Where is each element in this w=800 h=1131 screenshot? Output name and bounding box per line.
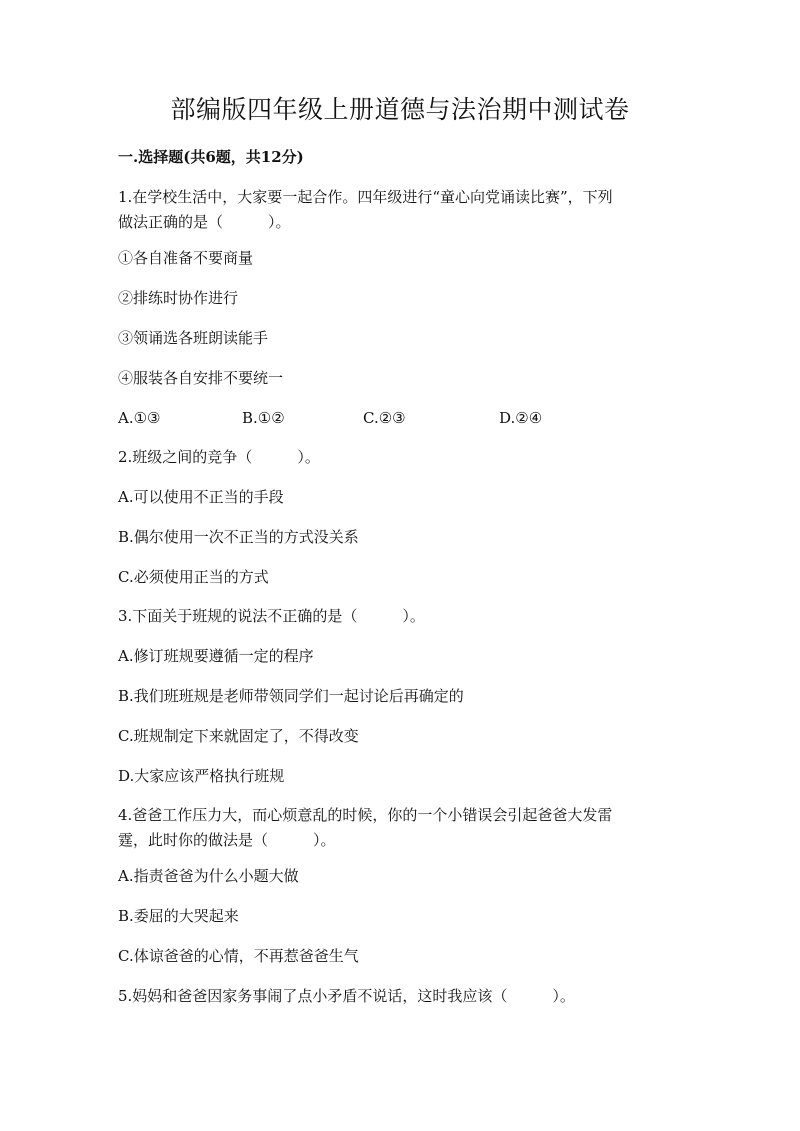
question-1-option-c: C.②③	[363, 409, 406, 427]
question-4-option-a: A.指责爸爸为什么小题大做	[118, 867, 299, 885]
question-4-option-b: B.委屈的大哭起来	[118, 907, 239, 925]
question-1-option-b: B.①②	[242, 409, 285, 427]
question-4-option-c: C.体谅爸爸的心情，不再惹爸爸生气	[118, 947, 359, 965]
question-4-stem-line-1: 4.爸爸工作压力大，而心烦意乱的时候，你的一个小错误会引起爸爸大发雷	[118, 806, 613, 824]
question-3-option-d: D.大家应该严格执行班规	[118, 767, 285, 785]
question-5-stem: 5.妈妈和爸爸因家务事闹了点小矛盾不说话，这时我应该（ ）。	[118, 987, 575, 1005]
question-4-stem-line-2: 霆，此时你的做法是（ ）。	[118, 831, 336, 849]
question-1-item-4: ④服装各自安排不要统一	[118, 369, 284, 387]
question-2-option-b: B.偶尔使用一次不正当的方式没关系	[118, 528, 359, 546]
question-3-stem: 3.下面关于班规的说法不正确的是（ ）。	[118, 607, 425, 625]
question-3-option-c: C.班规制定下来就固定了，不得改变	[118, 727, 359, 745]
question-1-option-a: A.①③	[118, 409, 161, 427]
question-1-stem-line-1: 1.在学校生活中，大家要一起合作。四年级进行“童心向党诵读比赛”，下列	[118, 188, 613, 206]
question-1-item-2: ②排练时协作进行	[118, 289, 239, 307]
question-1-stem-line-2: 做法正确的是（ ）。	[118, 213, 291, 231]
question-1-item-3: ③领诵选各班朗读能手	[118, 329, 269, 347]
page-title: 部编版四年级上册道德与法治期中测试卷	[170, 95, 630, 124]
question-1-option-d: D.②④	[499, 409, 543, 427]
section-heading: 一.选择题(共6题，共12分)	[118, 148, 304, 166]
question-1-item-1: ①各自准备不要商量	[118, 249, 254, 267]
question-2-option-c: C.必须使用正当的方式	[118, 568, 269, 586]
question-3-option-a: A.修订班规要遵循一定的程序	[118, 647, 314, 665]
question-3-option-b: B.我们班班规是老师带领同学们一起讨论后再确定的	[118, 687, 464, 705]
question-2-option-a: A.可以使用不正当的手段	[118, 488, 284, 506]
question-2-stem: 2.班级之间的竞争（ ）。	[118, 448, 320, 466]
